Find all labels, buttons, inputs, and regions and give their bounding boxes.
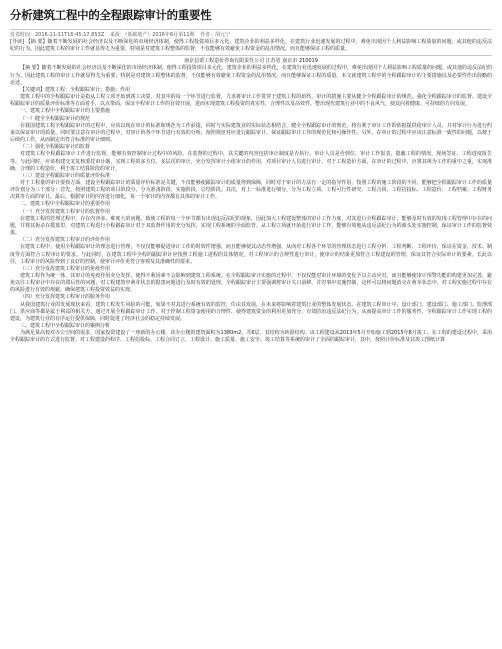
subsection-heading-1-3: （三）建设全程跟踪审计的质量评价标准 <box>20 172 111 179</box>
paragraph-1-2: 对建筑工程全程跟踪审计工作进行监督，能够有效控制审计过程中的风险。在监督的过程中，其关键的内容包括审计制度是否执行、审计人员是否到位、审计工作报表、隐蔽工程的情况、现场签证、工程进度报告等。与此同时，应该构建交叉复核委托审计制，实现工程的多方位、多层次的审计，充分发挥审计小组审计的作用，对项目审计人员进行审计。对于工程造价方面，在审计的过程中，应将其视为工作的重中之重，实现准确、合理的工程造价，利于竣工结算阶段的审计。 <box>10 151 492 172</box>
source: 来源：《低碳地产》2016年6月第11期 <box>109 32 195 38</box>
paragraph-2-1: 在建筑工程的管理过程中，存在内容多、难度大的问题，致使工程的每一个环节都有出现违反法纪的现象，因此加大工程建设整体的审计工作力度，对其进行全程跟踪审计，能够及时有效的发现工程管理中存在的问题，并将其扼杀在摇篮里。对建筑工程进行全程跟踪审计对于其监督作用的充分发挥，实现工程系统的全面监管。从工程立项就开始进行审计工作，能够有效地从违反法纪行为的源头处实施控制，保证审计工作的监督效果。 <box>10 215 492 237</box>
subsection-heading-2-2: （二）充分发挥建筑工程审计的评价作用 <box>20 237 111 244</box>
paragraph-1-1: 在我国建筑工程全程跟踪审计的过程中，应该以现在审计的标准和规范为工作前提，同时与实际建筑业的实际状态相结合，健全全程跟踪审计的规范。将有利于审计工作的依据提供给审计人员，并对审计行为进行约束以保证审计的质量。同时要注意在审计的过程中，对审计的各个环节进行有效的分析，按照规范对应进行跟踪审计，保证跟踪审计工作的规范化和可操作性。另外，在审计的过程中应该注意标准一致性的问题，以便于后续的工作，从而制定出符合标准的审计细则。 <box>10 122 492 144</box>
article-title: 分析建筑工程中的全程跟踪审计的重要性 <box>10 8 212 22</box>
paragraph-2-4: 从我国建筑行业的发展现状来看，建筑工程发生风险的可能，如果不对其进行系统有效的监控，任由其发展，在未来将影响着建筑行业的整体发展状态。在建筑工程审计中，设计部门、建设部门、施工部门、监理部门、供应商等都是属于利益的相关方。通过开展全程跟踪审计工作，对于控制工程资金使用的合理性、使得建筑资金的利用更加充分，有效防治违反法纪行为，从而提高审计工作的服务性，全程跟踪审计工作实现工程的建设，为建筑行业的有序运行提供保障，同时促进了经济社会的稳定持续发展。 <box>10 301 492 322</box>
subsection-heading-1-2: （二）强化全程跟踪审计的监督 <box>20 144 91 151</box>
abstract: 【摘 要】随着不断发展的社会经济以及不断深化的市场经济体制，使得工程投资项目多元化、建筑企业的利益多样化，在建筑行业迅速发展的过程中，难免出现因个人利益影响工程质量的问题，或其他的违反法纪的行为。因此建筑工程的审计工作就显得尤为重要，特别是对建筑工程整体的监督，不仅能够有效避免工程资金的乱用情况，而且能够保证工程的质量。本文就建筑工程中的全程跟踪审计的主要措施以及必要性作出简略的论述。 <box>10 65 492 86</box>
author: 作者：胡元宁 <box>200 32 231 38</box>
paragraph-2-3: 建筑工程作为统一体，其审计的免疫作用充分发挥，使得不利因素不会影响到建筑工程系统。在全程跟踪审计实施的过程中，不仅仅能对审计环境的变化予以主动应对，而且能够使审计预警功能的构建更加完善，避免以往工程审计中存在的滞后性的问题，对工程建筑中萌芽状态的隐患问题进行及时有效的处理。全程跟踪审计主要强调将审计关口前移，并对事中实施控制，这样可以将问题消灭在萌芽状态中，对工程实施过程中存在的风险进行有效的规避，确保建筑工程投资效益的实现。 <box>10 273 492 294</box>
section-heading-2: 二、建筑工程中全程跟踪审计的重要作用 <box>20 201 111 208</box>
intro-paragraph: 建筑工程中的全程跟踪审计是指从工程立项开始到竣工决算，对其中的每一个环节进行监督，力求将审计工作贯穿于建筑工程的始终。审计的措施主要从健全全程跟踪审计的规范、强化全程跟踪审计的监督、建设全程跟踪审计的质量评价标准等方面着手，以点带面，保证全程审计工作的有效开展，进而实现建筑工程投资的真实性，合理性以及高效性。整治现代建筑行业中的不良风气，使其向着健康、可持续的方向发展。 <box>10 94 492 108</box>
publish-date: 发表时间：2016-11-11T16:45:17.853Z <box>10 32 105 38</box>
article-page <box>10 0 492 345</box>
article-meta <box>10 29 492 39</box>
guide-text: [导读] 【摘 要】随着不断发展的社会经济以及不断深化的市场经济体制，使得工程投资项目多元化、建筑企业的利益多样化，在建筑行业迅速发展的过程中，难免出现因个人利益影响工程质量的问题，或其他的违反法纪的行为。因此建筑工程的审计工作就显得尤为重要，特别是对建筑工程整体的监督，不仅能够有效避免工程资金的乱用情况，而且能够保证工程的质量。 <box>10 39 492 53</box>
paragraph-2-2: 在建筑工程中，使用全程跟踪审计的理念进行管理，不仅仅能够促进审计工作的时效性增强，而且能够使其动态性增强，从而对工程各个环节的管理状态进行工程分析、工程判断、工程评价，保证在资金、技术、制度等方面符合工程审计的要求。与此同时，在建筑工程中全程的跟踪审计应按照工程施工进程的具体情况，对工程审计的合规性进行审计，使审计的结果更加符合工程建设的管理，保证其符合实际审计的要素。长此以往，工程审计的风险得到了良好的控制，使审计评价更符合客观及其准确性的要求。 <box>10 244 492 265</box>
subsection-heading-2-4: （四）充分发挥建筑工程审计的服务作用 <box>20 294 111 301</box>
paragraph-3: 为满足某高校对办公空间的需求，国家投资建设了一座新的办公楼。该办公楼的建筑面积为1380m2，共6层，其结构为砖混结构。该工程建设从2013年5月开始施工到2015年8月竣工。在工程的建设过程中，采用全程跟踪审计的方式进行监督。对工程建设的程序、工程招投标、工程合同订立、工程设计、施工质量、施工安全、竣工结算等系统的审计了全面的跟踪审计，其中，按照计价标准及其竣工图纸计算 <box>10 330 492 344</box>
subsection-heading-2-1: （一）充分发挥建筑工程审计的监督作用 <box>20 208 111 215</box>
paragraph-1-3: 对于工程量的审计要按方面，建设全程跟踪审计的质量评价标准是关键，不仅能够使跟踪审计的质量得到保障，同时对于审计的方法有一定的指导作用。按照工程的施工阶段的不同，能够把全程跟踪审计工作的质量评价划分为三个部分：首先，按照建筑工程的项目阶段分，分为准备阶段、实施阶段、总结阶段。其次，对上一标准进行细分，分为工程立项、工程可行性研究、工程合同、工程招投标、工程造价、工程档案、工程财务决算等方面的审计。最后，根据审计的内容进行细化，每一个审计的内容都有具体的审计工作。 <box>10 179 492 201</box>
section-heading-3: 三、建筑工程中全程跟踪审计的案例分析 <box>20 323 111 330</box>
section-heading-1: 一、建筑工程中全程跟踪审计的主要措施 <box>20 108 111 115</box>
affiliation: 南京信诺工程造价咨询有限责任公司 江苏省 南京市 210019 <box>184 58 318 65</box>
keywords: 【关键词】建筑工程；全程跟踪审计；措施；作用 <box>20 86 131 93</box>
subsection-heading-2-3: （三）充分发挥建筑工程审计的免疫作用 <box>20 265 111 272</box>
guide-box <box>10 39 492 56</box>
subsection-heading-1-1: （一）健全全程跟踪审计的规范 <box>20 115 91 122</box>
